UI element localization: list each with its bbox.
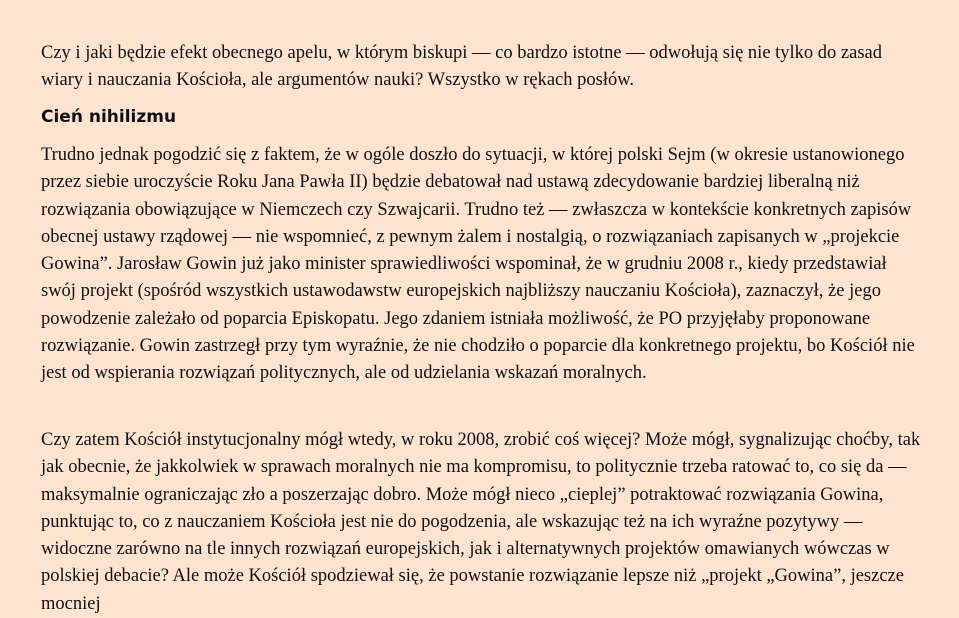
body-paragraph-2: Czy zatem Kościół instytucjonalny mógł wtedy, w roku 2008, zrobić coś więcej? Może mógł, sygnalizując choćby, tak jak obecnie, że jakkolwiek w sprawach moralnych nie ma kompromisu, to politycznie trzeba ratować to, co się da — maksymalnie ograniczając zło a poszerzając dobro. Może mógł nieco „cieplej” potraktować rozwiązania Gowina, punktując to, co z nauczaniem Kościoła jest nie do pogodzenia, ale wskazując też na ich wyraźne pozytywy — widoczne zarówno na tle innych rozwiązań europejskich, jak i alternatywnych projektów omawianych wówczas w polskiej debacie? Ale może Kościół spodziewał się, że powstanie rozwiązanie lepsze niż „projekt „Gowina”, jeszcze mocniej — [41, 430, 921, 614]
intro-paragraph: Czy i jaki będzie efekt obecnego apelu, w którym biskupi — co bardzo istotne — odwołują się nie tylko do zasad wiary i nauczania Kościoła, ale argumentów nauki? Wszystko w rękach posłów. — [41, 43, 883, 91]
section-heading: Cień nihilizmu — [41, 107, 177, 127]
body-paragraph-1: Trudno jednak pogodzić się z faktem, że w ogóle doszło do sytuacji, w której polski Sejm (w okresie ustanowionego przez siebie uroczyście Roku Jana Pawła II) będzie debatował nad ustawą zdecydowanie bardziej liberalną niż rozwiązania obowiązujące w Niemczech czy Szwajcarii. Trudno też — zwłaszcza w kontekście konkretnych zapisów obecnej ustawy rządowej — nie wspomnieć, z pewnym żalem i nostalgią, o rozwiązaniach zapisanych w „projekcie Gowina”. Jarosław Gowin już jako minister sprawiedliwości wspominał, że w grudniu 2008 r., kiedy przedstawiał swój projekt (spośród wszystkich ustawodawstw europejskich najbliższy nauczaniu Kościoła), zaznaczył, że jego powodzenie zależało od poparcia Episkopatu. Jego zdaniem istniała możliwość, że PO przyjęłaby proponowane rozwiązanie. Gowin zastrzegł przy tym wyraźnie, że nie chodziło o poparcie dla konkretnego projektu, bo Kościół nie jest od wspierania rozwiązań politycznych, ale od udzielania wskazań moralnych. — [41, 145, 915, 384]
